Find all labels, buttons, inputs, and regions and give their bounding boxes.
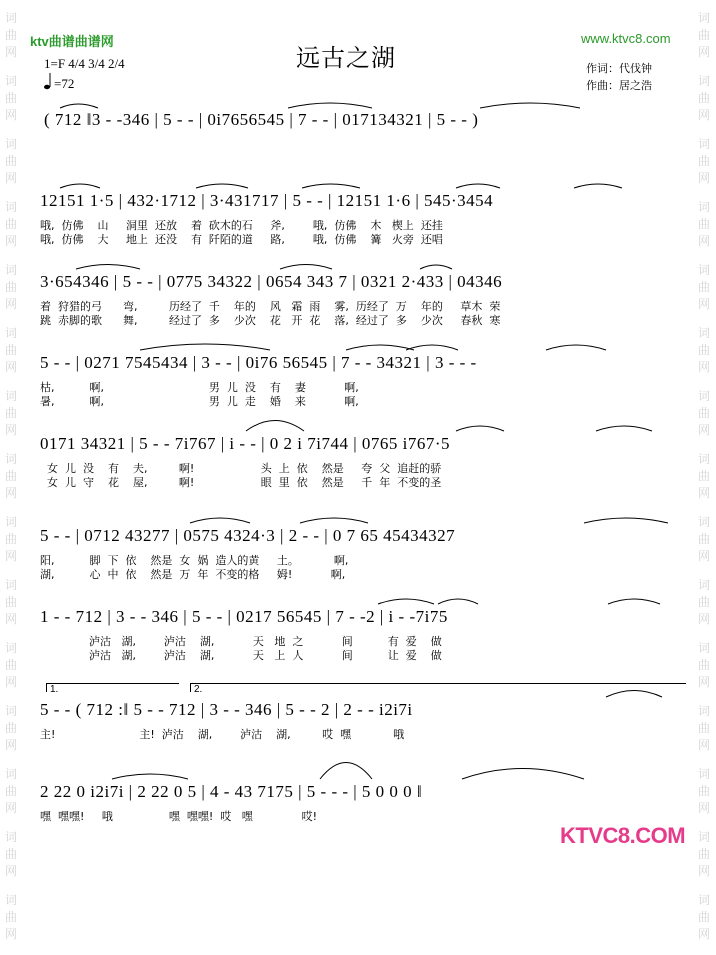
watermark-char: 曲	[4, 343, 17, 357]
watermark-char: 曲	[697, 28, 710, 42]
watermark-char: 词	[4, 11, 17, 25]
watermark-char: 曲	[697, 217, 710, 231]
watermark-char: 网	[4, 801, 17, 815]
slur	[462, 769, 584, 780]
slur	[456, 426, 504, 431]
watermark-char: 词	[697, 389, 710, 403]
slur	[288, 103, 372, 108]
lyrics-row-4a: 枯, 啊, 男 儿 没 有 妻 啊,	[40, 381, 359, 394]
watermark-char: 网	[4, 864, 17, 878]
watermark-char: 曲	[4, 721, 17, 735]
watermark-char: 曲	[697, 343, 710, 357]
watermark-char: 网	[697, 45, 710, 59]
lyrics-row-9a: 嘿 嘿嘿! 哦 嘿 嘿嘿! 哎 嘿 哎!	[40, 810, 318, 823]
slur	[438, 599, 478, 604]
watermark-char: 词	[697, 326, 710, 340]
watermark-char: 曲	[697, 91, 710, 105]
watermark-char: 曲	[697, 595, 710, 609]
slur	[584, 518, 668, 523]
lyrics-row-3a: 着 狩猎的弓 弯, 历经了 千 年的 风 霜 雨 雾, 历经了 万 年的 草木 荣	[40, 300, 501, 313]
watermark-char: 曲	[4, 910, 17, 924]
watermark-char: 词	[697, 74, 710, 88]
watermark-char: 网	[697, 234, 710, 248]
watermark-char: 曲	[697, 721, 710, 735]
watermark-char: 曲	[4, 280, 17, 294]
watermark-char: 词	[697, 578, 710, 592]
notes-row-9: 2 22 0 i2i7i | 2 22 0 5 | 4 - 43 7175 | 5 - - - | 5 0 0 0 ‖	[40, 782, 423, 801]
notes-row-7: 1 - - 712 | 3 - - 346 | 5 - - | 0217 56545 | 7 - -2 | i - -7i75	[40, 607, 448, 626]
watermark-char: 词	[697, 137, 710, 151]
watermark-char: 网	[4, 927, 17, 941]
watermark-char: 词	[4, 452, 17, 466]
notes-row-3: 3·654346 | 5 - - | 0775 34322 | 0654 343 7 | 0321 2·433 | 04346	[40, 272, 503, 291]
lyrics-row-4b: 暑, 啊, 男 儿 走 婚 来 啊,	[40, 395, 359, 408]
watermark-char: 网	[4, 360, 17, 374]
watermark-char: 词	[4, 389, 17, 403]
watermark-char: 网	[4, 612, 17, 626]
watermark-char: 网	[697, 927, 710, 941]
watermark-char: 曲	[697, 532, 710, 546]
watermark-char: 曲	[697, 847, 710, 861]
watermark-char: 词	[697, 200, 710, 214]
slur	[346, 345, 414, 350]
watermark-char: 曲	[697, 406, 710, 420]
lyricist: 作词：代伐钟	[586, 63, 652, 75]
watermark-char: 词	[4, 263, 17, 277]
watermark-char: 词	[4, 830, 17, 844]
site-logo: KTVC8.COM	[560, 823, 686, 848]
watermark-char: 曲	[4, 532, 17, 546]
watermark-char: 词	[697, 704, 710, 718]
watermark-char: 曲	[697, 658, 710, 672]
watermark-char: 网	[4, 423, 17, 437]
slur	[480, 103, 580, 108]
lyrics-row-7a: 泸沽 湖, 泸沽 湖, 天 地 之 间 有 爱 做	[40, 635, 442, 648]
watermark-char: 词	[697, 767, 710, 781]
watermark-char: 网	[697, 171, 710, 185]
slur	[606, 691, 662, 698]
watermark-char: 词	[4, 893, 17, 907]
slur	[420, 265, 452, 269]
key-meter: 1=F 4/4 3/4 2/4	[44, 56, 125, 71]
watermark-char: 词	[4, 200, 17, 214]
lyrics-row-2b: 哦, 仿佛 大 地上 还没 有 阡陌的道 路, 哦, 仿佛 篝 火旁 还唱	[40, 233, 443, 246]
song-title: 远古之湖	[296, 46, 396, 72]
watermark-char: 词	[697, 641, 710, 655]
watermark-char: 网	[697, 423, 710, 437]
watermark-char: 曲	[4, 154, 17, 168]
watermark-char: 曲	[4, 217, 17, 231]
lyrics-row-5b: 女 儿 守 花 屋, 啊! 眼 里 依 然是 千 年 不变的圣	[40, 476, 442, 489]
slur	[406, 345, 458, 350]
watermark-char: 网	[697, 612, 710, 626]
watermark-char: 曲	[4, 847, 17, 861]
watermark-char: 词	[4, 641, 17, 655]
lyrics-row-3b: 跳 赤脚的歌 舞, 经过了 多 少次 花 开 花 落, 经过了 多 少次 春秋 寒	[40, 314, 501, 327]
watermark-char: 曲	[697, 280, 710, 294]
volta-second: 2.	[194, 684, 203, 695]
slur	[112, 774, 188, 779]
lyrics-row-6a: 阳, 脚 下 依 然是 女 娲 造人的黄 土。 啊,	[40, 554, 349, 567]
watermark-char: 词	[4, 704, 17, 718]
notes-row-8: 5 - - ( 712 :‖ 5 - - 712 | 3 - - 346 | 5 - - 2 | 2 - - i2i7i	[40, 700, 413, 719]
notes-row-4: 5 - - | 0271 7545434 | 3 - - | 0i76 56545 | 7 - - 34321 | 3 - - -	[40, 353, 477, 372]
watermark-char: 曲	[697, 784, 710, 798]
watermark-char: 网	[697, 801, 710, 815]
watermark-char: 曲	[4, 595, 17, 609]
slur	[596, 426, 652, 431]
slur	[608, 599, 660, 604]
lyrics-row-8a: 主! 主! 泸沽 湖, 泸沽 湖, 哎 嘿 哦	[40, 728, 405, 741]
slur	[140, 344, 270, 350]
lyrics-row-7b: 泸沽 湖, 泸沽 湖, 天 上 人 间 让 爱 做	[40, 649, 442, 662]
notes-row-5: 0171 34321 | 5 - - 7i767 | i - - | 0 2 i 7i744 | 0765 i767·5	[40, 434, 451, 453]
watermark-char: 词	[697, 893, 710, 907]
slur	[196, 184, 248, 188]
volta-first: 1.	[50, 684, 59, 695]
watermark-char: 网	[697, 297, 710, 311]
watermark-char: 曲	[4, 406, 17, 420]
watermark-char: 网	[697, 675, 710, 689]
notes-row-6: 5 - - | 0712 43277 | 0575 4324·3 | 2 - - | 0 7 65 45434327	[40, 526, 456, 545]
watermark-char: 网	[697, 108, 710, 122]
watermark-char: 词	[697, 11, 710, 25]
slur	[378, 599, 434, 604]
watermark-char: 曲	[4, 469, 17, 483]
watermark-char: 网	[4, 108, 17, 122]
watermark-char: 网	[697, 486, 710, 500]
watermark-char: 词	[4, 515, 17, 529]
slur	[60, 104, 98, 108]
watermark-char: 网	[4, 486, 17, 500]
slur	[320, 763, 372, 780]
watermark-char: 网	[4, 297, 17, 311]
lyrics-row-2a: 哦, 仿佛 山 洞里 还放 着 砍木的石 斧, 哦, 仿佛 木 楔上 还挂	[40, 219, 443, 232]
site-url[interactable]: www.ktvc8.com	[581, 31, 671, 46]
slur	[456, 184, 500, 188]
watermark-char: 词	[697, 515, 710, 529]
slur	[190, 518, 250, 523]
slur	[546, 345, 606, 350]
watermark-char: 网	[4, 675, 17, 689]
watermark-char: 网	[4, 738, 17, 752]
watermark-char: 网	[697, 864, 710, 878]
slur	[60, 184, 100, 188]
watermark-char: 曲	[697, 154, 710, 168]
watermark-char: 曲	[4, 91, 17, 105]
watermark-char: 网	[4, 45, 17, 59]
watermark-char: 词	[697, 452, 710, 466]
slur	[302, 184, 360, 188]
watermark-char: 网	[697, 738, 710, 752]
watermark-char: 曲	[697, 910, 710, 924]
composer: 作曲：居之浩	[586, 80, 652, 92]
lyrics-row-6b: 湖, 心 中 依 然是 万 年 不变的格 姆! 啊,	[40, 568, 346, 581]
slur	[280, 265, 332, 270]
watermark-char: 词	[697, 830, 710, 844]
slur	[76, 265, 140, 270]
watermark-char: 词	[4, 74, 17, 88]
tempo: =72	[54, 76, 75, 91]
watermark-char: 词	[4, 767, 17, 781]
watermark-char: 词	[4, 326, 17, 340]
slur	[300, 518, 368, 523]
watermark-char: 网	[697, 549, 710, 563]
watermark-char: 词	[4, 137, 17, 151]
watermark-char: 曲	[4, 784, 17, 798]
lyrics-row-5a: 女 儿 没 有 夫, 啊! 头 上 依 然是 夸 父 追赶的骄	[40, 462, 442, 475]
notes-row-1: ( 712 ‖3 - -346 | 5 - - | 0i7656545 | 7 - - | 017134321 | 5 - - )	[44, 110, 479, 129]
watermark-char: 网	[4, 171, 17, 185]
watermark-char: 曲	[4, 658, 17, 672]
watermark-char: 曲	[697, 469, 710, 483]
slur	[246, 421, 304, 432]
site-label-left: ktv曲谱曲谱网	[30, 34, 114, 49]
watermark-char: 曲	[4, 28, 17, 42]
watermark-char: 网	[4, 549, 17, 563]
watermark-char: 词	[697, 263, 710, 277]
notes-row-2: 12151 1·5 | 432·1712 | 3·431717 | 5 - - | 12151 1·6 | 545·3454	[40, 191, 494, 210]
watermark-char: 词	[4, 578, 17, 592]
watermark-char: 网	[697, 360, 710, 374]
watermark-char: 网	[4, 234, 17, 248]
slur	[574, 184, 622, 188]
